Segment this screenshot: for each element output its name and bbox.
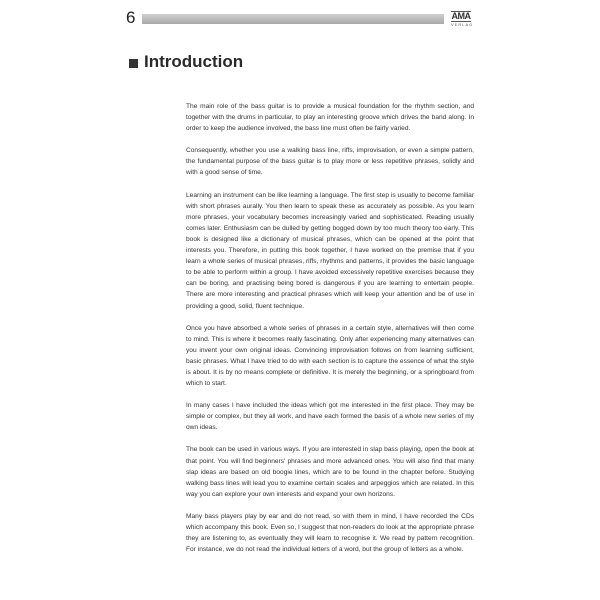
paragraph: Consequently, whether you use a walking bass line, riffs, improvisation, or even a simple pattern, the fundamental purpose of the bass guitar is to play more or less repetitive phrases, solidly and with a good sense of time. — [186, 147, 474, 177]
header-bar — [142, 14, 444, 24]
paragraph: Many bass players play by ear and do not read, so with them in mind, I have recorded the CDs which accompany this book. Even so, I suggest that non-readers do look at the appropriate phrase they are listening to, as eventually they will learn to recognise it. We read by pattern recognition. For instance, we do not read the individual letters of a word, but the group of letters as a whole. — [186, 512, 474, 554]
paragraph: Learning an instrument can be like learning a language. The first step is usually to become familiar with short phrases aurally. You then learn to speak these as accurately as possible. As you learn more phrases, your vocabulary becomes increasingly varied and sophisticated. Reading usually comes later. Enthusiasm can be dulled by getting bogged down by too much theory too early. This book is designed like a dictionary of musical phrases, which can be opened at the point that interests you. Therefore, in putting this book together, I have worked on the premise that if you learn a whole series of musical phrases, riffs, rhythms and patterns, it provides the basic language to be able to perform within a group. I have avoided excessively repetitive exercises because they can be boring, and practising being bored is dangerous if you are learning to entertain people. There are more interesting and practical phrases which will keep your attention and be of use in providing a good, solid, fluent technique. — [186, 191, 474, 310]
square-bullet-icon — [129, 59, 138, 68]
publisher-logo — [451, 11, 474, 27]
page-number: 6 — [126, 8, 136, 27]
section-heading — [129, 52, 243, 72]
paragraph: The book can be used in various ways. If you are interested in slap bass playing, open the book at that point. You will find beginners' phrases and more advanced ones. You will also find that many slap ideas are based on old boogie lines, which are to be found in the chapter before. Studying walking bass lines will lead you to examine certain scales and arpeggios which are related. In this way you can explore your own interests and expand your own horizons. — [186, 446, 474, 498]
paragraph: In many cases I have included the ideas which got me interested in the first place. They may be simple or complex, but they all work, and have each formed the basis of a whole new series of my own ideas. — [186, 402, 474, 432]
body-text — [186, 101, 474, 566]
paragraph: The main role of the bass guitar is to provide a musical foundation for the rhythm section, and together with the drums in particular, to play an interesting groove which drives the band along. In order to keep the audience involved, the bass line must often be fairly varied. — [186, 103, 474, 133]
logo-subtext: VERLAG — [451, 22, 474, 27]
section-title: Introduction — [144, 52, 244, 71]
paragraph: Once you have absorbed a whole series of phrases in a certain style, alternatives will then come to mind. This is where it becomes really fascinating. Only after experiencing many alternatives can you invent your own original ideas. Convincing improvisation follows on from learning sufficient, basic phrases. What I have tried to do with each section is to capture the essence of what the style is about. It is by no means complete or definitive. It is merely the beginning, or a springboard from which to start. — [186, 324, 474, 388]
logo-mark: AMA — [451, 11, 471, 21]
